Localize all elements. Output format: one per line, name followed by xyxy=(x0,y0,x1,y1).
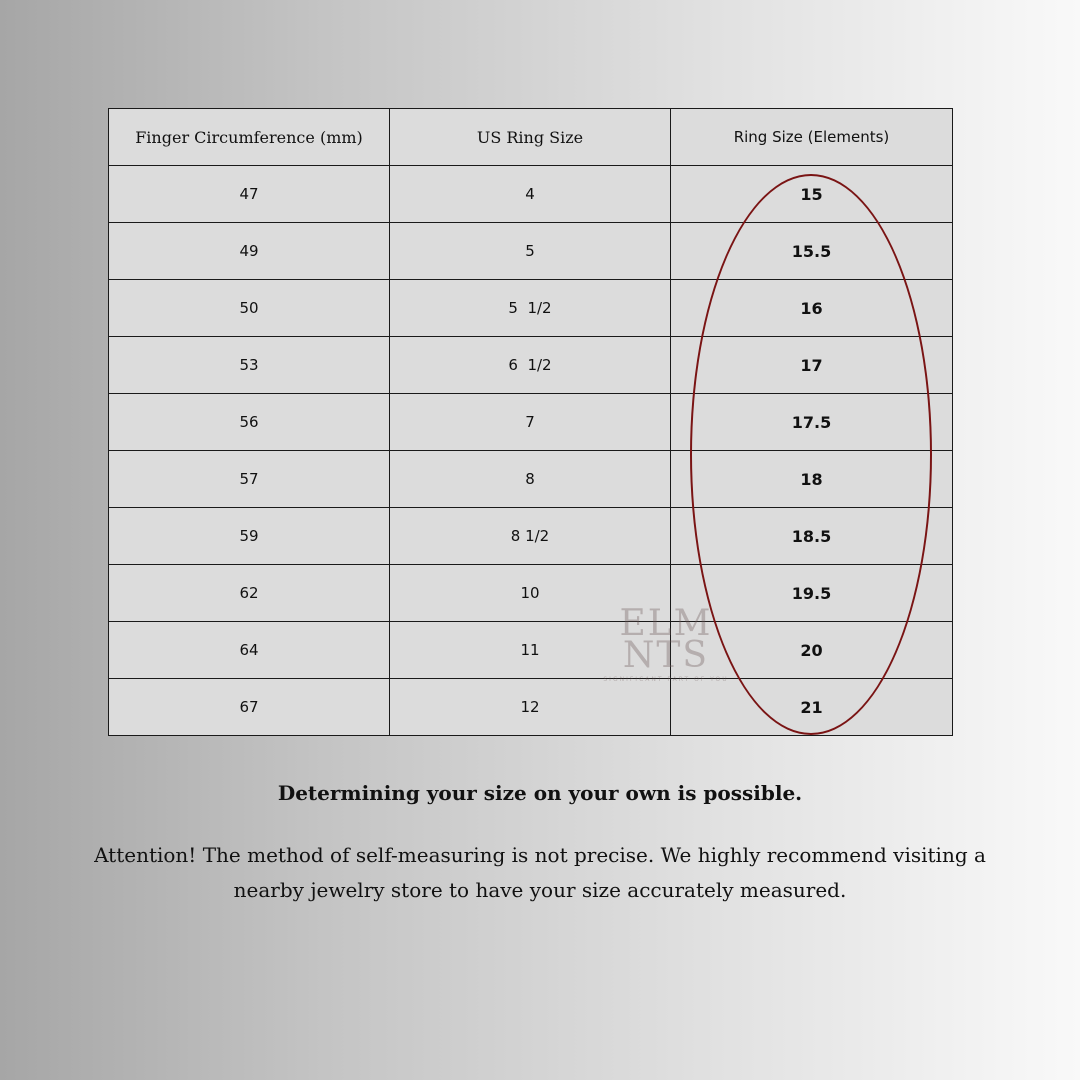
cell-elements-size: 15 xyxy=(671,166,953,223)
cell-circumference: 53 xyxy=(109,337,390,394)
cell-elements-size: 20 xyxy=(671,622,953,679)
cell-us-size: 8 1/2 xyxy=(390,508,671,565)
cell-elements-size: 17.5 xyxy=(671,394,953,451)
cell-us-size: 5 xyxy=(390,223,671,280)
attention-notice: Attention! The method of self-measuring is not precise. We highly recommend visiting a nearby jewelry store to have your size accurately measured. xyxy=(94,843,986,902)
table-header-row xyxy=(109,109,953,166)
cell-us-size: 4 xyxy=(390,166,671,223)
cell-us-size: 7 xyxy=(390,394,671,451)
cell-us-size: 10 xyxy=(390,565,671,622)
ring-size-table xyxy=(108,108,953,736)
cell-us-size: 6 1/2 xyxy=(390,337,671,394)
cell-elements-size: 15.5 xyxy=(671,223,953,280)
cell-elements-size: 21 xyxy=(671,679,953,736)
cell-us-size: 12 xyxy=(390,679,671,736)
cell-us-size: 5 1/2 xyxy=(390,280,671,337)
table-row xyxy=(109,679,953,736)
table-row xyxy=(109,337,953,394)
watermark-line-2: NTS xyxy=(622,635,710,676)
header-finger-circumference: Finger Circumference (mm) xyxy=(109,109,390,166)
watermark-line-1: ELM xyxy=(619,603,713,644)
table-row xyxy=(109,223,953,280)
cell-circumference: 62 xyxy=(109,565,390,622)
table-row xyxy=(109,451,953,508)
cell-circumference: 56 xyxy=(109,394,390,451)
cell-us-size: 11 xyxy=(390,622,671,679)
cell-circumference: 67 xyxy=(109,679,390,736)
cell-elements-size: 16 xyxy=(671,280,953,337)
cell-elements-size: 18 xyxy=(671,451,953,508)
header-elements-ring-size: Ring Size (Elements) xyxy=(671,109,953,166)
page-headline: Determining your size on your own is possible. xyxy=(277,781,803,805)
table-row xyxy=(109,394,953,451)
cell-circumference: 59 xyxy=(109,508,390,565)
table-row xyxy=(109,565,953,622)
cell-circumference: 57 xyxy=(109,451,390,508)
cell-elements-size: 17 xyxy=(671,337,953,394)
cell-elements-size: 19.5 xyxy=(671,565,953,622)
watermark-tagline: SIGNIFICANT PART OF YOU xyxy=(603,676,729,683)
cell-circumference: 49 xyxy=(109,223,390,280)
header-us-ring-size: US Ring Size xyxy=(390,109,671,166)
table-row xyxy=(109,166,953,223)
cell-us-size: 8 xyxy=(390,451,671,508)
table-row xyxy=(109,622,953,679)
cell-circumference: 50 xyxy=(109,280,390,337)
cell-circumference: 64 xyxy=(109,622,390,679)
table-row xyxy=(109,280,953,337)
table-row xyxy=(109,508,953,565)
cell-circumference: 47 xyxy=(109,166,390,223)
cell-elements-size: 18.5 xyxy=(671,508,953,565)
